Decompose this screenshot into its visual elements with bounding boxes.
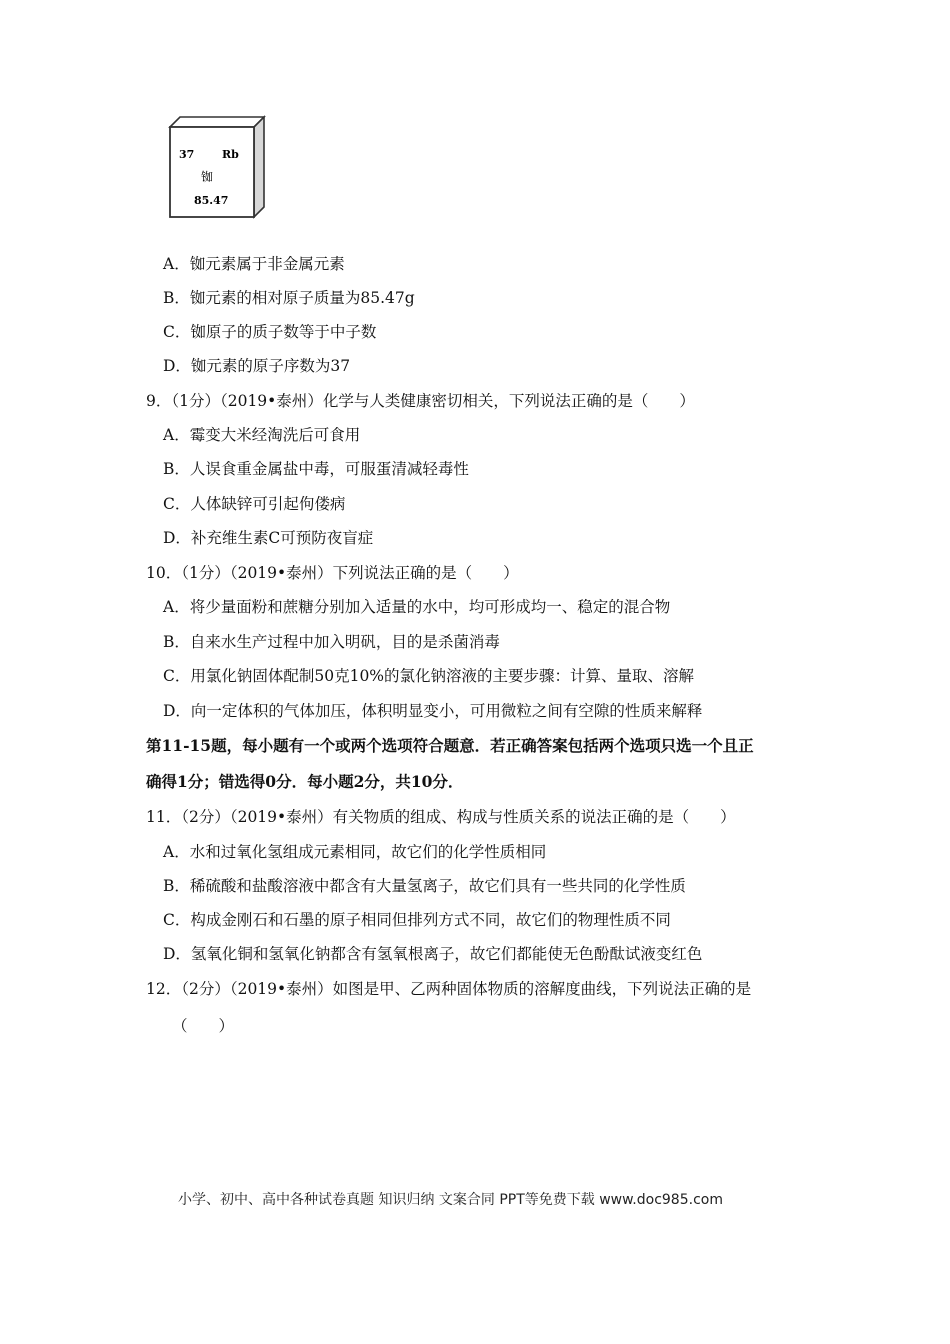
q12-stem: 12．（2分）（2019•泰州）如图是甲、乙两种固体物质的溶解度曲线，下列说法正确的是 — [146, 980, 752, 998]
q9-stem: 9．（1分）（2019•泰州）化学与人类健康密切相关，下列说法正确的是（ ） — [146, 392, 695, 410]
q10-stem: 10．（1分）（2019•泰州）下列说法正确的是（ ） — [146, 564, 519, 582]
q10-option-d: D．向一定体积的气体加压，体积明显变小，可用微粒之间有空隙的性质来解释 — [163, 702, 703, 720]
q10-option-a: A．将少量面粉和蔗糖分别加入适量的水中，均可形成均一、稳定的混合物 — [163, 598, 671, 616]
q10-option-b: B．自来水生产过程中加入明矾，目的是杀菌消毒 — [163, 633, 500, 651]
q9-option-c: C．人体缺锌可引起佝偻病 — [163, 495, 346, 513]
q9-option-d: D．补充维生素C可预防夜盲症 — [163, 529, 374, 547]
q8-option-c: C．铷原子的质子数等于中子数 — [163, 323, 377, 341]
q11-stem: 11．（2分）（2019•泰州）有关物质的组成、构成与性质关系的说法正确的是（ ） — [146, 808, 736, 826]
q11-option-c: C．构成金刚石和石墨的原子相同但排列方式不同，故它们的物理性质不同 — [163, 911, 671, 929]
element-name: 铷 — [201, 170, 214, 184]
section-instruction-line2: 确得1分；错选得0分．每小题2分，共10分． — [146, 772, 464, 791]
element-card-illustration — [166, 113, 270, 223]
q8-option-a: A．铷元素属于非金属元素 — [163, 255, 345, 273]
rubidium-element-card — [166, 113, 270, 223]
page-footer: 小学、初中、高中各种试卷真题 知识归纳 文案合同 PPT等免费下载 www.doc985.com — [178, 1192, 723, 1208]
element-symbol: Rb — [222, 148, 239, 161]
atomic-mass: 85.47 — [194, 194, 229, 207]
section-instruction-line1: 第11-15题，每小题有一个或两个选项符合题意．若正确答案包括两个选项只选一个且正 — [146, 736, 754, 755]
q11-option-d: D．氢氧化铜和氢氧化钠都含有氢氧根离子，故它们都能使无色酚酞试液变红色 — [163, 945, 703, 963]
q12-answer-paren: （ ） — [172, 1017, 235, 1035]
q9-option-a: A．霉变大米经淘洗后可食用 — [163, 426, 361, 444]
q9-option-b: B．人误食重金属盐中毒，可服蛋清减轻毒性 — [163, 460, 469, 478]
atomic-number: 37 — [179, 148, 195, 161]
q11-option-b: B．稀硫酸和盐酸溶液中都含有大量氢离子，故它们具有一些共同的化学性质 — [163, 877, 686, 895]
q10-option-c: C．用氯化钠固体配制50克10%的氯化钠溶液的主要步骤：计算、量取、溶解 — [163, 667, 695, 685]
q11-option-a: A．水和过氧化氢组成元素相同，故它们的化学性质相同 — [163, 843, 547, 861]
q8-option-b: B．铷元素的相对原子质量为85.47g — [163, 289, 415, 307]
q8-option-d: D．铷元素的原子序数为37 — [163, 357, 351, 375]
